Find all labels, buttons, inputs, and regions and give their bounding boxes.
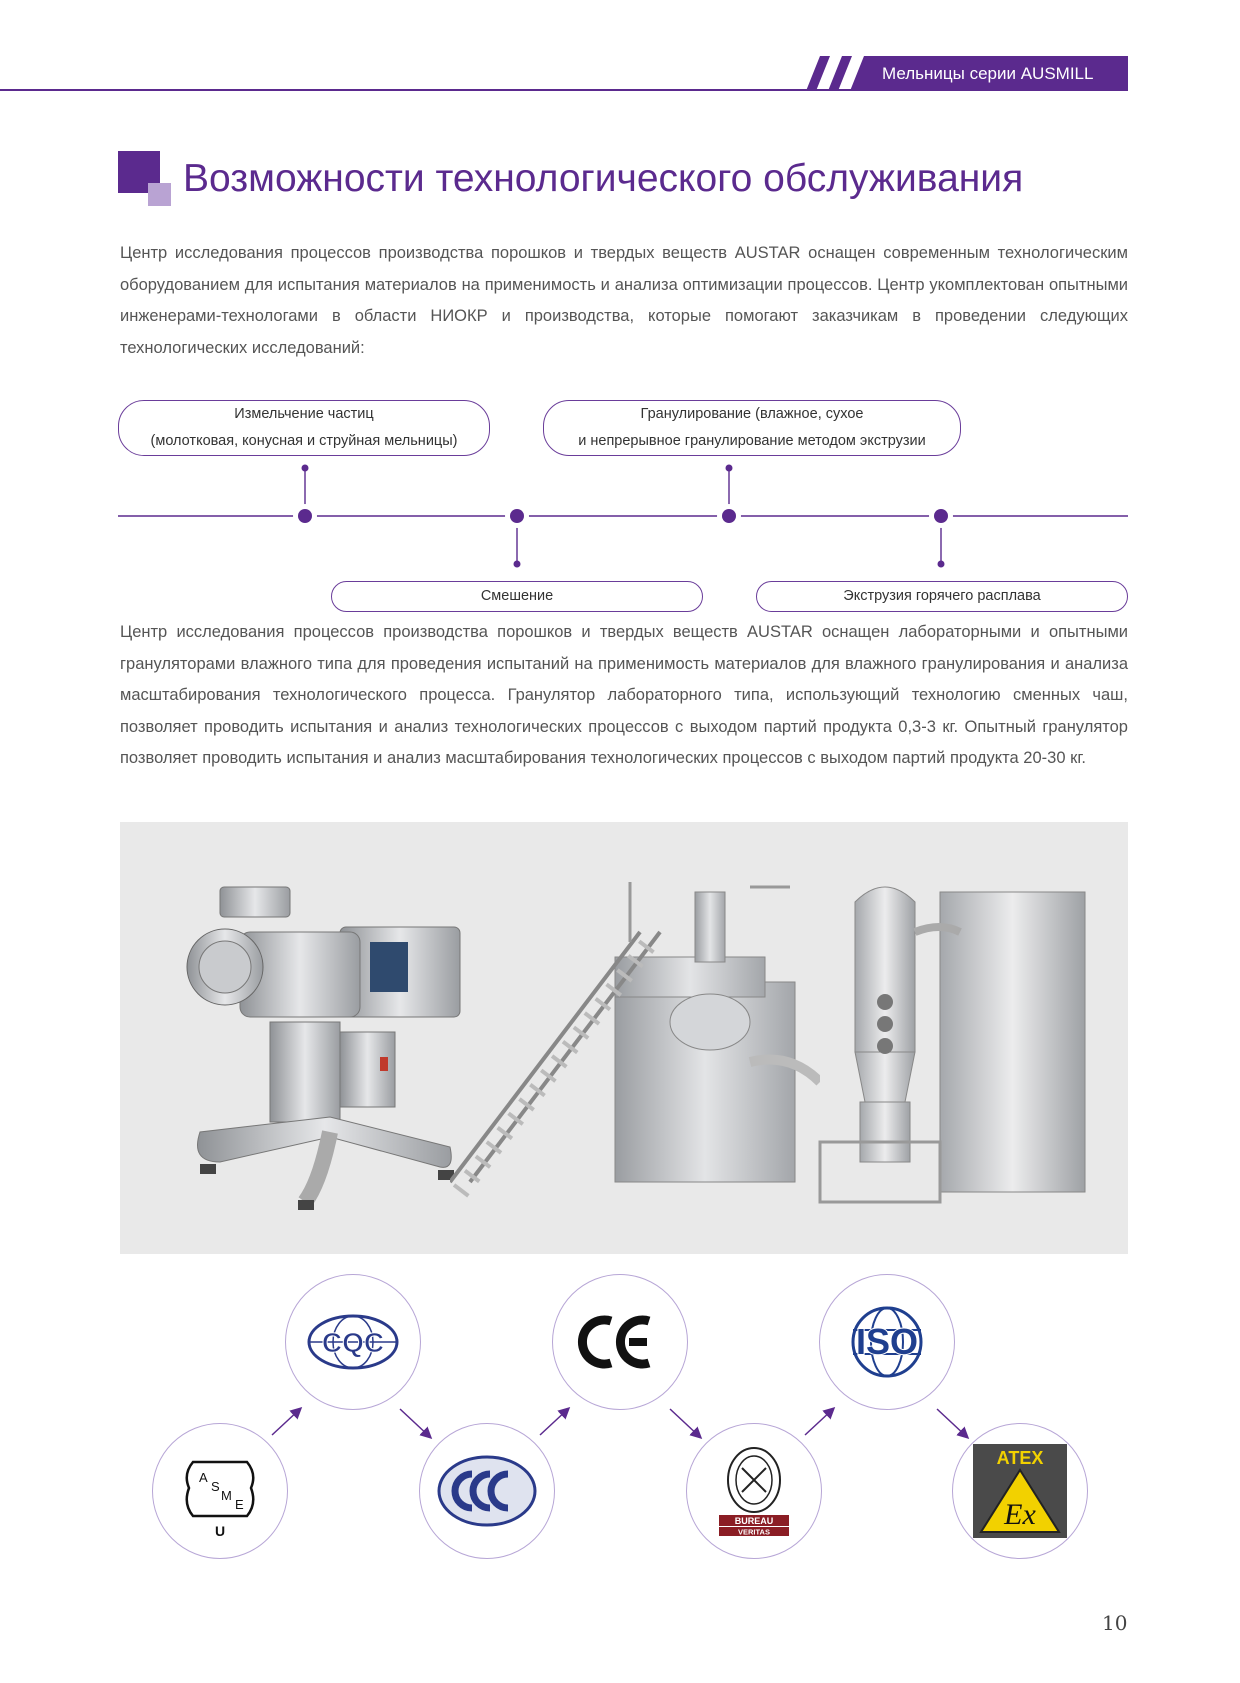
mill-machine-image — [180, 882, 480, 1212]
iso-logo — [820, 1275, 954, 1409]
timeline-item-milling — [118, 400, 490, 456]
bureau-veritas-logo — [687, 1424, 821, 1558]
svg-text:E: E — [235, 1497, 244, 1512]
svg-text:S: S — [211, 1479, 220, 1494]
timeline-item-extrusion — [756, 581, 1128, 612]
asme-logo — [153, 1424, 287, 1558]
ce-logo — [553, 1275, 687, 1409]
title-square-accent-icon — [148, 183, 171, 206]
cqc-logo — [286, 1275, 420, 1409]
timeline-item-line: Гранулирование (влажное, сухое — [640, 406, 864, 422]
timeline-item-line: и непрерывное гранулирование методом экструзии — [578, 433, 926, 449]
iso-text: ISO — [855, 1321, 919, 1362]
bureau-text: BUREAU — [734, 1516, 774, 1526]
ex-text: Ex — [1004, 1498, 1036, 1531]
ccc-logo-circle — [419, 1423, 555, 1559]
svg-text:M: M — [221, 1488, 232, 1503]
page-title: Возможности технологического обслуживания — [183, 157, 1024, 200]
veritas-text: VERITAS — [738, 1527, 770, 1537]
timeline-item-granulation — [543, 400, 961, 456]
body-paragraph: Центр исследования процессов производства порошков и твердых веществ AUSTAR оснащен лабораторными и опытными грануляторами влажного типа для проведения испытаний на применимость материалов для влажного гранулирования и анализа масштабирования технологического процесса. Гранулятор лабораторного типа, использующий технологию сменных чаш, позволяет проводить испытания и анализ технологических процессов с выходом партий продукта 0,3-3 кг. Опытный гранулятор позволяет проводить испытания и анализ масштабирования технологических процессов с выходом партий продукта 20-30 кг. — [120, 623, 1128, 767]
fluid-bed-image — [810, 872, 1100, 1222]
timeline-item-label: Смешение — [480, 588, 554, 604]
cqc-text: CQC — [321, 1327, 385, 1358]
timeline-item-line: Измельчение частиц — [234, 406, 374, 422]
section-label: Мельницы серии AUSMILL — [882, 64, 1094, 83]
atex-text: ATEX — [996, 1448, 1044, 1468]
cqc-logo-circle — [285, 1274, 421, 1410]
equipment-photo-panel — [120, 822, 1128, 1254]
ccc-logo — [420, 1424, 554, 1558]
intro-paragraph: Центр исследования процессов производства порошков и твердых веществ AUSTAR оснащен современным технологическим оборудованием для испытания материалов на применимость и анализа оптимизации процессов. Центр укомплектован опытными инженерами-технологами в области НИОКР и производства, которые помогают заказчикам в проведении следующих технологических исследований: — [120, 244, 1128, 357]
asme-sub-text: U — [215, 1523, 226, 1539]
atex-logo-circle — [952, 1423, 1088, 1559]
iso-logo-circle — [819, 1274, 955, 1410]
page-number: 10 — [1102, 1611, 1128, 1635]
atex-logo — [953, 1424, 1087, 1558]
process-timeline — [118, 460, 1130, 580]
asme-logo-circle — [152, 1423, 288, 1559]
granulator-line-image — [450, 882, 820, 1202]
timeline-item-mixing — [331, 581, 703, 612]
ce-logo-circle — [552, 1274, 688, 1410]
timeline-item-line: (молотковая, конусная и струйная мельницы) — [150, 433, 458, 449]
svg-text:A: A — [199, 1470, 208, 1485]
bureau-veritas-logo-circle — [686, 1423, 822, 1559]
timeline-item-label: Экструзия горячего расплава — [843, 588, 1041, 604]
